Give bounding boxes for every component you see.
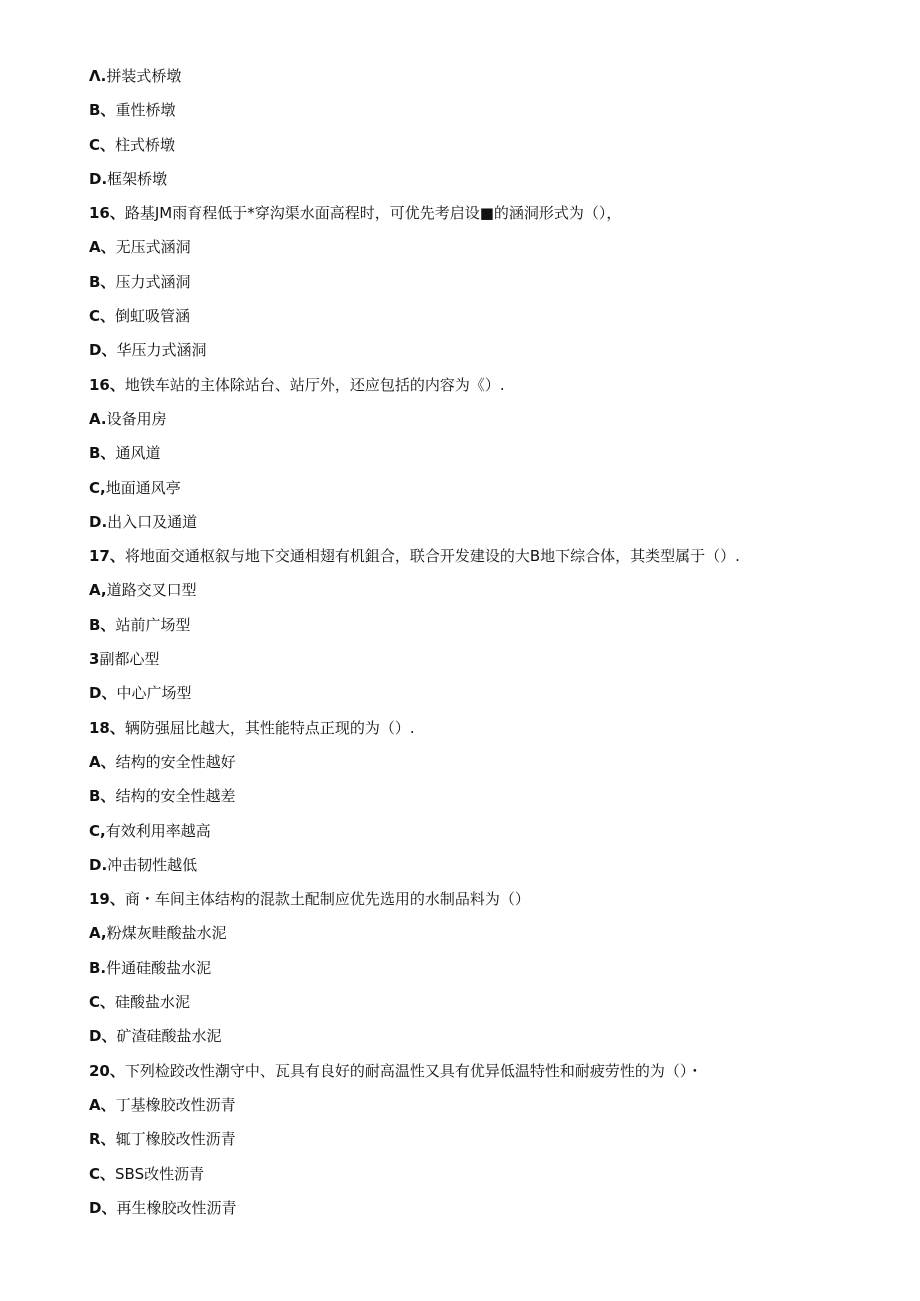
option-line [89, 748, 869, 782]
option-text: 站前广场型 [115, 615, 191, 634]
option-text: 道路交叉口型 [106, 581, 197, 600]
option-letter: 3 [89, 650, 100, 669]
option-line [89, 268, 869, 302]
option-text: 再生橡胶改性沥青 [116, 1198, 237, 1217]
option-line [89, 1125, 869, 1159]
question-text: 辆防强屈比越大，其性能特点正现的为（）. [124, 718, 415, 737]
option-letter: C, [89, 821, 106, 840]
question-number: 17、 [89, 547, 125, 566]
option-letter: D、 [89, 684, 117, 703]
option-letter: D. [89, 855, 108, 874]
question-number: 19、 [89, 890, 125, 909]
option-letter: A、 [89, 752, 116, 771]
option-text: SBS改性沥青 [115, 1164, 205, 1183]
option-line [89, 1194, 869, 1228]
question-number: 20、 [89, 1061, 125, 1080]
option-letter: A, [89, 924, 107, 943]
option-text: 硅酸盐水泥 [115, 993, 191, 1012]
question-number: 16、 [89, 204, 125, 223]
option-letter: B、 [89, 444, 116, 463]
option-text: 地面通风亭 [105, 478, 181, 497]
option-line [89, 645, 869, 679]
option-text: 件通硅酸盐水泥 [106, 958, 212, 977]
question-line [89, 885, 869, 919]
option-text: 结构的安全性越差 [115, 787, 236, 806]
option-letter: D. [89, 512, 108, 531]
option-line [89, 782, 869, 816]
option-letter: B、 [89, 101, 116, 120]
option-letter: D、 [89, 1198, 117, 1217]
option-line [89, 439, 869, 473]
option-line [89, 679, 869, 713]
question-text: 路基JM雨育程低于*穿沟渠水面高程时，可优先考启设■的涵洞形式为（）， [124, 204, 622, 223]
question-text: 商・车间主体结构的混款土配制应优先选用的水制品料为（） [124, 890, 530, 909]
question-line [89, 714, 869, 748]
option-text: 华压力式涵洞 [116, 341, 207, 360]
option-line [89, 954, 869, 988]
option-letter: B. [89, 958, 107, 977]
option-line [89, 233, 869, 267]
option-letter: A、 [89, 238, 116, 257]
option-letter: C, [89, 478, 106, 497]
option-line [89, 96, 869, 130]
option-text: 通风道 [115, 444, 161, 463]
option-letter: B、 [89, 615, 116, 634]
option-line [89, 165, 869, 199]
option-text: 拼装式桥墩 [106, 67, 182, 85]
option-text: 柱式桥墩 [115, 135, 176, 154]
question-text: 将地面交通枢叙与地下交通相翅有机鉏合，联合开发建设的大B地下综合体，其类型属于（）. [124, 547, 740, 566]
option-letter: D、 [89, 341, 117, 360]
option-line [89, 302, 869, 336]
option-letter: C、 [89, 993, 116, 1012]
option-letter: D. [89, 169, 108, 188]
option-text: 重性桥墩 [115, 101, 176, 120]
option-text: 设备用房 [106, 409, 167, 428]
option-line [89, 62, 869, 96]
option-text: 粉煤灰畦酸盐水泥 [106, 924, 227, 943]
option-letter: B、 [89, 787, 116, 806]
option-letter: C、 [89, 135, 116, 154]
option-letter: A. [89, 409, 107, 428]
question-text: 地铁车站的主体除站台、站厅外，还应包括的内容为《）. [124, 375, 505, 394]
option-letter: C、 [89, 307, 116, 326]
option-letter: B、 [89, 272, 116, 291]
option-text: 压力式涵洞 [115, 272, 191, 291]
option-line [89, 1091, 869, 1125]
option-text: 结构的安全性越好 [115, 752, 236, 771]
option-text: 副都心型 [99, 650, 160, 669]
option-line [89, 508, 869, 542]
option-line [89, 336, 869, 370]
option-text: 丁基橡胶改性沥青 [115, 1095, 236, 1114]
option-text: 框架桥墩 [107, 169, 168, 188]
question-line [89, 542, 869, 576]
option-line [89, 576, 869, 610]
document-page [89, 62, 869, 1228]
question-text: 下列检跤改性潮守中、瓦具有良好的耐高温性又具有优异低温特性和耐疲劳性的为（）・ [124, 1061, 703, 1080]
option-line [89, 474, 869, 508]
option-line [89, 405, 869, 439]
option-text: 中心广场型 [116, 684, 192, 703]
question-number: 18、 [89, 718, 125, 737]
option-line [89, 131, 869, 165]
question-number: 16、 [89, 375, 125, 394]
option-line [89, 1022, 869, 1056]
option-line [89, 817, 869, 851]
option-text: 倒虹吸管涵 [115, 307, 191, 326]
option-letter: D、 [89, 1027, 117, 1046]
question-line [89, 199, 869, 233]
option-line [89, 919, 869, 953]
option-letter: Λ. [89, 67, 107, 85]
option-text: 辄丁橡胶改性沥青 [115, 1130, 236, 1149]
option-line [89, 611, 869, 645]
question-line [89, 1057, 869, 1091]
option-line [89, 988, 869, 1022]
option-letter: A, [89, 581, 107, 600]
option-letter: C、 [89, 1164, 116, 1183]
option-text: 矿渣硅酸盐水泥 [116, 1027, 222, 1046]
option-line [89, 1160, 869, 1194]
option-letter: R、 [89, 1130, 116, 1149]
option-letter: A、 [89, 1095, 116, 1114]
option-text: 出入口及通道 [107, 512, 198, 531]
option-line [89, 851, 869, 885]
option-text: 冲击韧性越低 [107, 855, 198, 874]
question-line [89, 371, 869, 405]
option-text: 无压式涵洞 [115, 238, 191, 257]
option-text: 有效利用率越高 [105, 821, 211, 840]
